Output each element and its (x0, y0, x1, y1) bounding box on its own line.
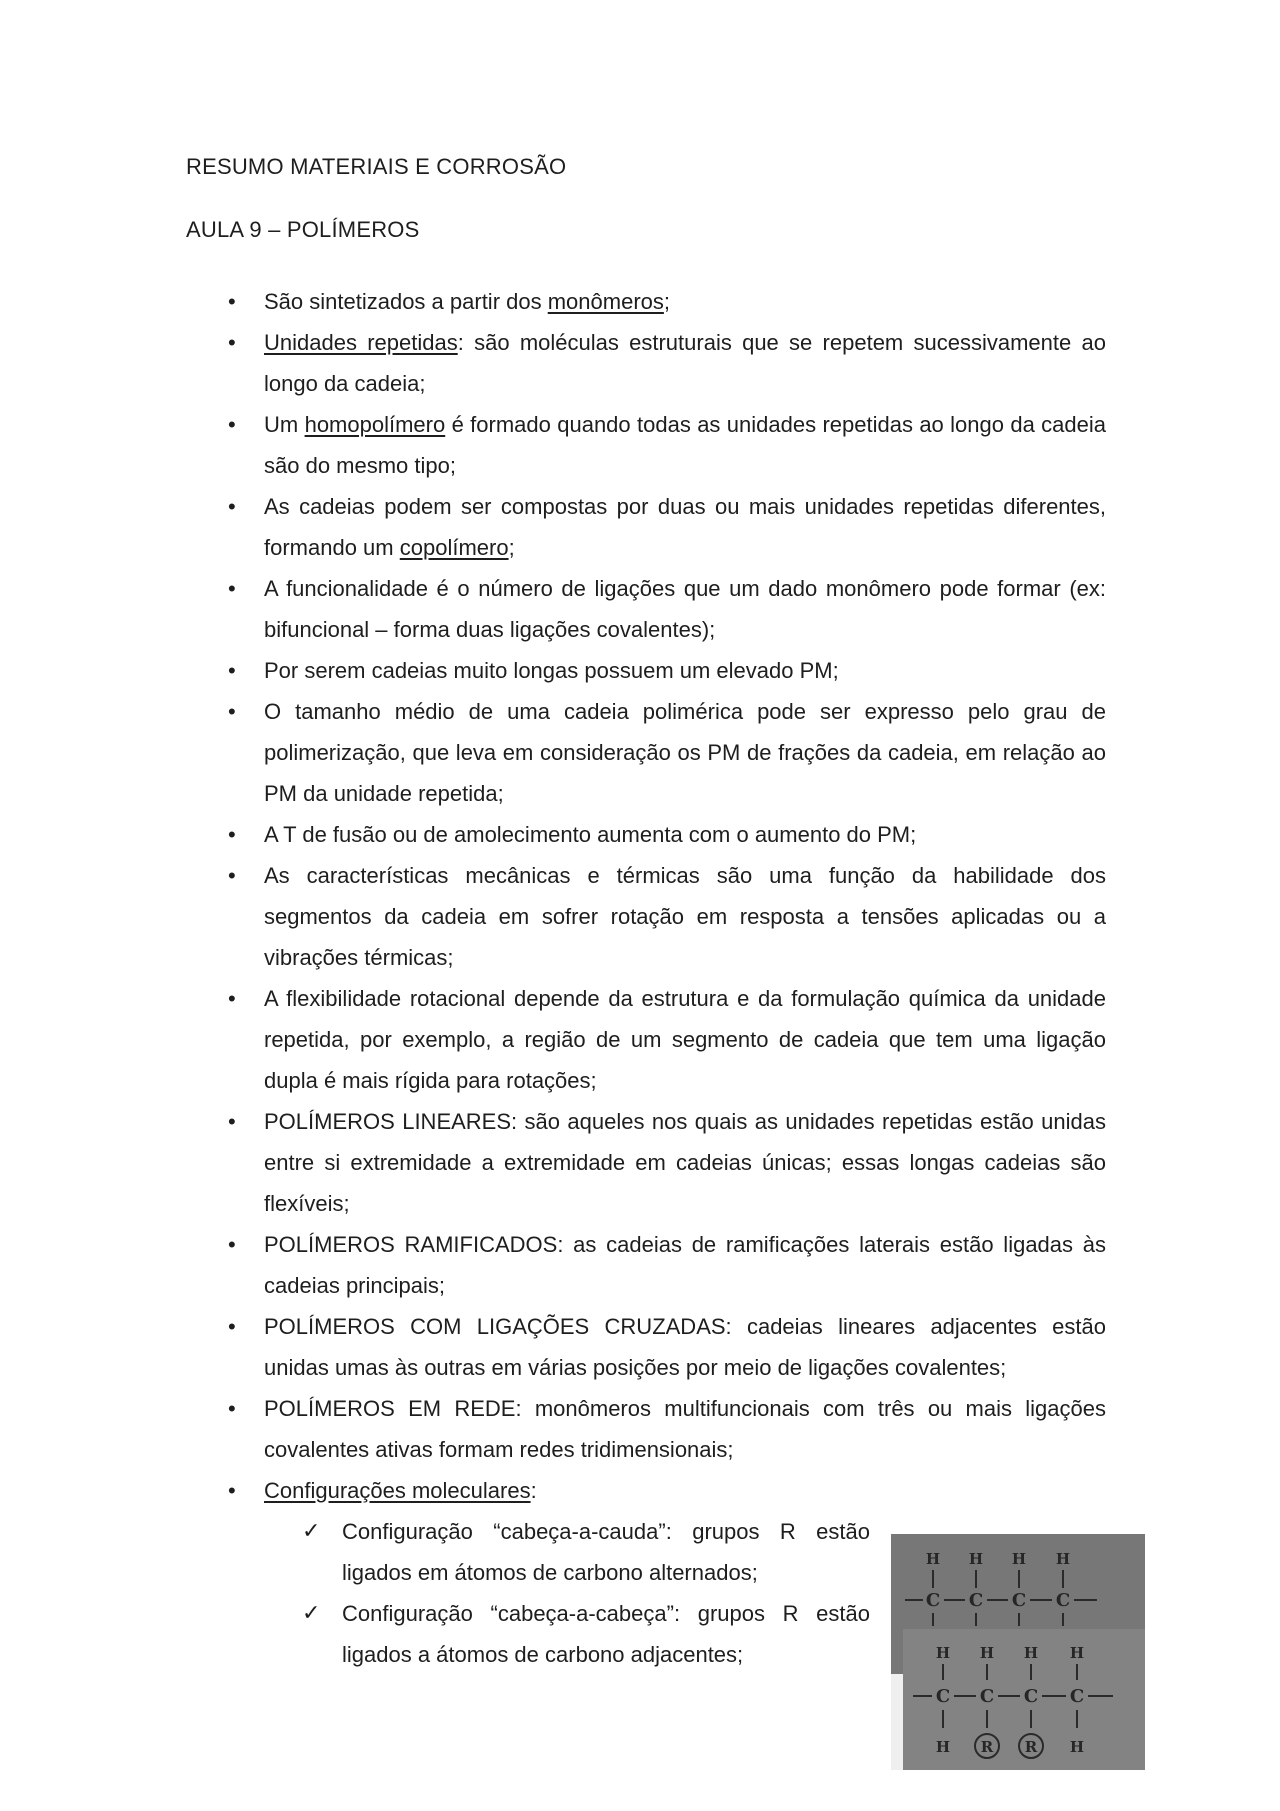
hydrogen-atom-label: H (1011, 1550, 1027, 1568)
bullet-dot-icon: • (228, 494, 236, 519)
checkmark-icon: ✓ (302, 1519, 321, 1544)
bullet-dot-icon: • (228, 1232, 236, 1257)
term-unidades-repetidas: Unidades repetidas (264, 330, 458, 355)
term-copolimero: copolímero (399, 535, 509, 560)
term-configuracoes-moleculares: Configurações moleculares (264, 1478, 531, 1503)
check-item-text: Configuração “cabeça-a-cauda”: grupos R estão ligados em átomos de carbono alternados; (342, 1519, 870, 1585)
hydrogen-atom-label: H (1055, 1550, 1071, 1568)
hydrogen-atom-label: H (935, 1644, 951, 1662)
bullet-dot-icon: • (228, 330, 236, 355)
molecular-structure-diagram (891, 1534, 1145, 1770)
carbon-atom-label: C (1069, 1686, 1085, 1707)
hydrogen-atom-label: H (1069, 1738, 1085, 1756)
checkmark-icon: ✓ (302, 1601, 321, 1626)
bullet-dot-icon: • (228, 289, 236, 314)
hydrogen-atom-label: H (968, 1550, 984, 1568)
carbon-atom-label: C (968, 1590, 984, 1611)
carbon-atom-label: C (925, 1590, 941, 1611)
bullet-dot-icon: • (228, 1109, 236, 1134)
bullet-dot-icon: • (228, 412, 236, 437)
lesson-title: AULA 9 – POLÍMEROS (186, 217, 420, 242)
polymer-configuration-figure (891, 1534, 1145, 1770)
list-item-text: O tamanho médio de uma cadeia polimérica pode ser expresso pelo grau de polimerização, que leva em consideração os PM de frações da cadeia, em relação ao PM da unidade repetida; (264, 699, 1106, 806)
hydrogen-atom-label: H (935, 1738, 951, 1756)
list-item-text: POLÍMEROS LINEARES: são aqueles nos quais as unidades repetidas estão unidas entre si extremidade a extremidade em cadeias únicas; essas longas cadeias são flexíveis; (264, 1109, 1106, 1216)
list-item-text: As cadeias podem ser compostas por duas ou mais unidades repetidas diferentes, formando um copolímero; (264, 494, 1106, 560)
figure-grain-overlay (891, 1534, 1145, 1770)
list-item-text: São sintetizados a partir dos monômeros; (264, 289, 670, 314)
carbon-atom-label: C (935, 1686, 951, 1707)
carbon-atom-label: C (979, 1686, 995, 1707)
carbon-atom-label: C (1011, 1590, 1027, 1611)
list-item-text: Um homopolímero é formado quando todas as unidades repetidas ao longo da cadeia são do mesmo tipo; (264, 412, 1106, 478)
hydrogen-atom-label: H (1023, 1644, 1039, 1662)
list-item-text: A funcionalidade é o número de ligações que um dado monômero pode formar (ex: bifuncional – forma duas ligações covalentes); (264, 576, 1106, 642)
carbon-atom-label: C (1023, 1686, 1039, 1707)
bullet-dot-icon: • (228, 822, 236, 847)
hydrogen-atom-label: H (1069, 1644, 1085, 1662)
r-group-label: R (980, 1738, 994, 1756)
bullet-dot-icon: • (228, 699, 236, 724)
hydrogen-atom-label: H (925, 1550, 941, 1568)
bullet-dot-icon: • (228, 1396, 236, 1421)
list-item-text: As características mecânicas e térmicas são uma função da habilidade dos segmentos da cadeia em sofrer rotação em resposta a tensões aplicadas ou a vibrações térmicas; (264, 863, 1106, 970)
term-homopolimero: homopolímero (304, 412, 446, 437)
list-item-text: A flexibilidade rotacional depende da estrutura e da formulação química da unidade repetida, por exemplo, a região de um segmento de cadeia que tem uma ligação dupla é mais rígida para rotações; (264, 986, 1106, 1093)
r-group-label: R (1024, 1738, 1038, 1756)
bullet-dot-icon: • (228, 863, 236, 888)
list-item-text: POLÍMEROS EM REDE: monômeros multifuncionais com três ou mais ligações covalentes ativas formam redes tridimensionais; (264, 1396, 1106, 1462)
bullet-dot-icon: • (228, 1314, 236, 1339)
bullet-dot-icon: • (228, 658, 236, 683)
list-item-text: Configurações moleculares: (264, 1478, 537, 1503)
list-item-text: A T de fusão ou de amolecimento aumenta com o aumento do PM; (264, 822, 917, 847)
hydrogen-atom-label: H (979, 1644, 995, 1662)
bullet-dot-icon: • (228, 986, 236, 1011)
list-item-text: POLÍMEROS RAMIFICADOS: as cadeias de ramificações laterais estão ligadas às cadeias principais; (264, 1232, 1106, 1298)
document-title: RESUMO MATERIAIS E CORROSÃO (186, 154, 567, 179)
list-item-text: Unidades repetidas: são moléculas estruturais que se repetem sucessivamente ao longo da cadeia; (264, 330, 1106, 396)
check-item-text: Configuração “cabeça-a-cabeça”: grupos R estão ligados a átomos de carbono adjacentes; (342, 1601, 870, 1667)
list-item-text: Por serem cadeias muito longas possuem um elevado PM; (264, 658, 839, 683)
carbon-atom-label: C (1055, 1590, 1071, 1611)
bullet-dot-icon: • (228, 576, 236, 601)
list-item-text: POLÍMEROS COM LIGAÇÕES CRUZADAS: cadeias lineares adjacentes estão unidas umas às outras em várias posições por meio de ligações covalentes; (264, 1314, 1106, 1380)
term-monomeros: monômeros (547, 289, 664, 314)
bullet-dot-icon: • (228, 1478, 236, 1503)
